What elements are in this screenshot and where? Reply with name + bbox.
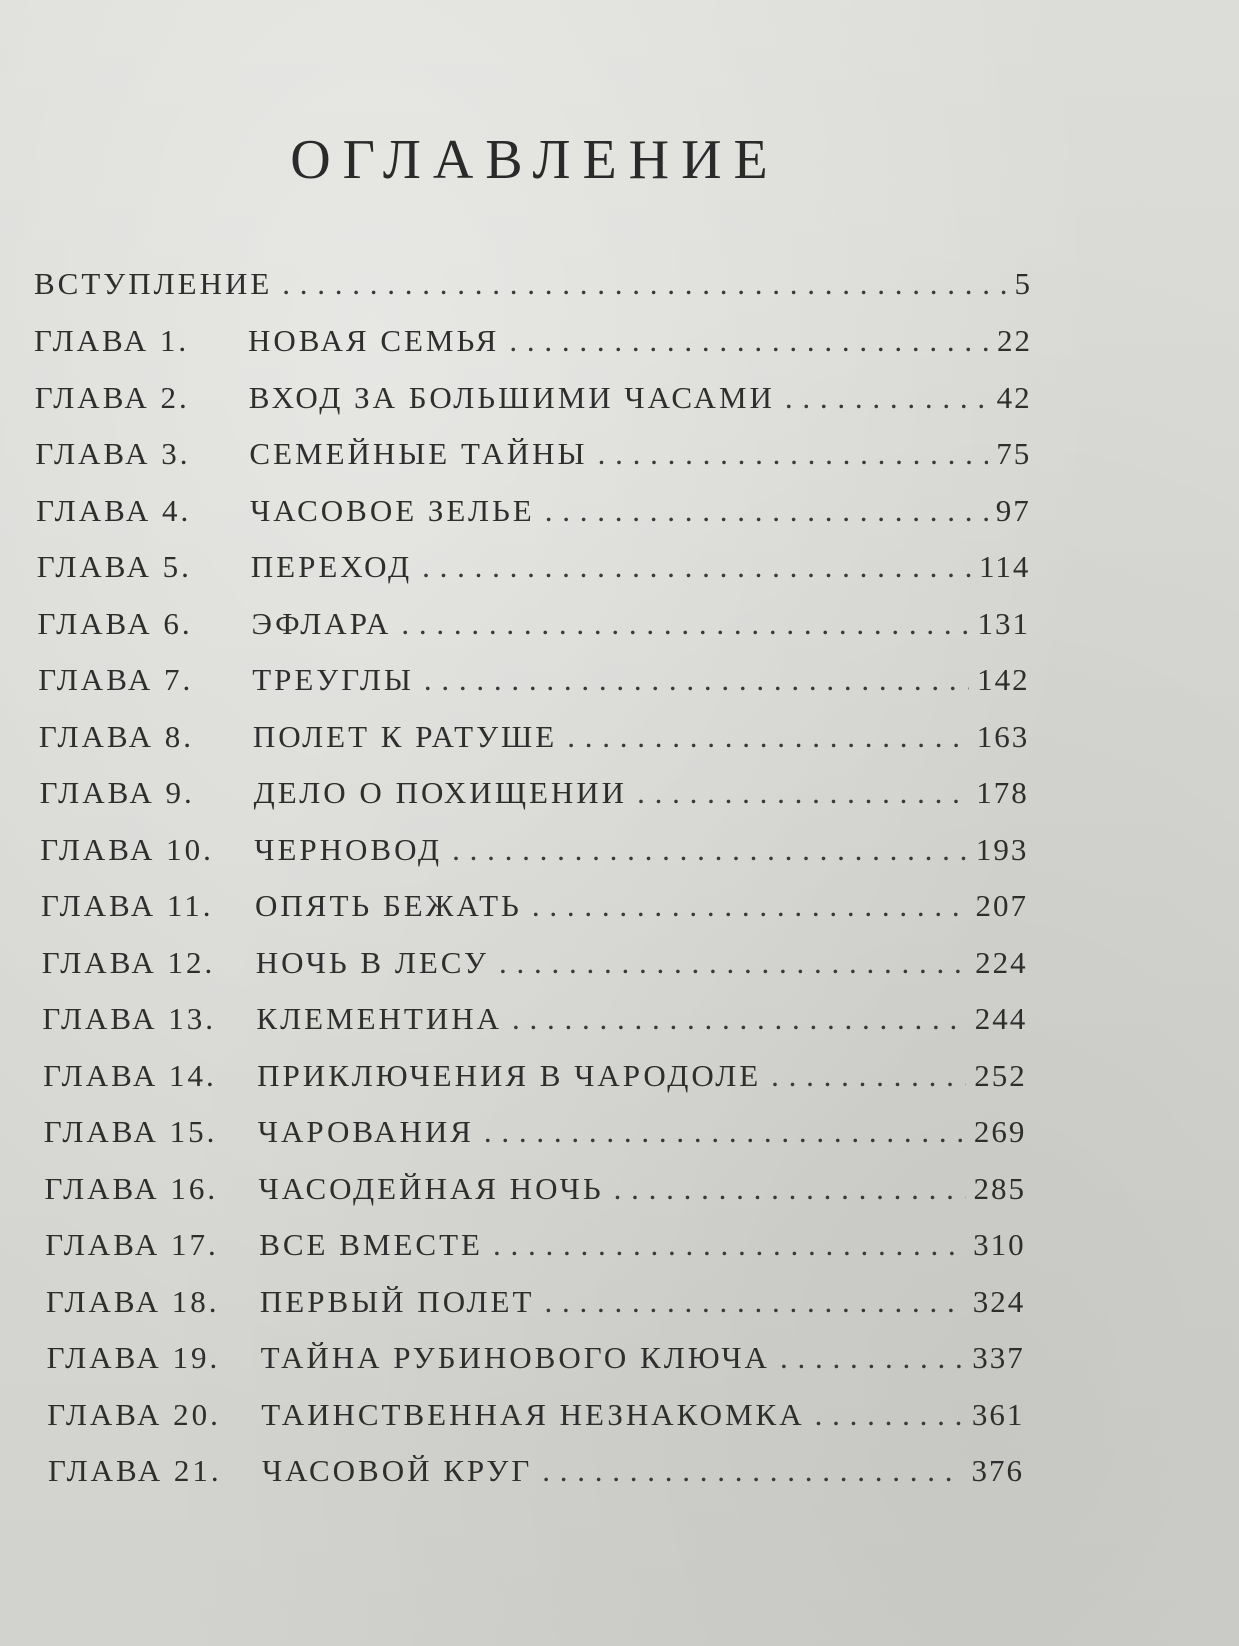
toc-page-number: 252	[974, 1057, 1027, 1093]
toc-leader-dots	[614, 1171, 966, 1207]
toc-chapter-number: ГЛАВА 4.	[36, 492, 192, 528]
toc-page-number: 114	[979, 549, 1031, 584]
toc-chapter-title: ЧАСОДЕЙНАЯ НОЧЬ	[258, 1170, 604, 1206]
toc-chapter-number: ГЛАВА 18.	[45, 1283, 220, 1319]
toc-page-number: 324	[972, 1283, 1026, 1319]
toc-leader-dots	[532, 888, 968, 924]
toc-chapter-row[interactable]	[36, 493, 1031, 529]
toc-chapter-row[interactable]	[47, 1397, 1024, 1433]
toc-chapter-number: ГЛАВА 12.	[41, 944, 216, 980]
toc-leader-dots	[780, 1340, 964, 1376]
toc-leader-dots	[567, 719, 968, 755]
toc-chapter-row[interactable]	[38, 662, 1029, 698]
toc-page-number: 97	[995, 492, 1031, 528]
toc-chapter-row[interactable]	[34, 323, 1032, 359]
toc-page-number: 207	[975, 888, 1028, 923]
toc-chapter-row[interactable]	[42, 945, 1028, 981]
toc-leader-dots	[509, 323, 989, 359]
toc-leader-dots	[401, 606, 969, 642]
toc-leader-dots	[815, 1397, 964, 1433]
toc-chapter-number: ГЛАВА 17.	[45, 1227, 219, 1262]
toc-chapter-title: ДЕЛО О ПОХИЩЕНИИ	[253, 775, 628, 810]
toc-chapter-title: ТАИНСТВЕННАЯ НЕЗНАКОМКА	[261, 1396, 805, 1432]
toc-chapter-number: ГЛАВА 13.	[42, 1001, 217, 1036]
toc-leader-dots	[424, 662, 969, 698]
toc-chapter-title: ВСЕ ВМЕСТЕ	[259, 1227, 483, 1262]
toc-chapter-row[interactable]	[35, 380, 1032, 416]
toc-page-number: 310	[973, 1227, 1026, 1262]
toc-chapter-row[interactable]	[39, 719, 1029, 755]
toc-chapter-number: ГЛАВА 1.	[34, 323, 190, 358]
toc-chapter-number: ГЛАВА 2.	[34, 379, 190, 415]
toc-leader-dots	[282, 266, 1006, 302]
toc-chapter-row[interactable]	[38, 606, 1031, 642]
toc-leader-dots	[422, 549, 971, 585]
toc-leader-dots	[452, 832, 968, 868]
toc-page-number: 42	[996, 379, 1032, 415]
toc-chapter-title: ПОЛЕТ К РАТУШЕ	[252, 718, 558, 754]
toc-chapter-title: ТАЙНА РУБИНОВОГО КЛЮЧА	[260, 1340, 770, 1375]
toc-chapter-row[interactable]	[47, 1340, 1025, 1376]
toc-chapter-title: ВХОД ЗА БОЛЬШИМИ ЧАСАМИ	[248, 379, 775, 415]
toc-page-number: 142	[977, 662, 1030, 697]
toc-chapter-number: ГЛАВА 19.	[46, 1340, 221, 1375]
toc-chapter-row[interactable]	[43, 1058, 1027, 1094]
page-title: ОГЛАВЛЕНИЕ	[290, 129, 780, 191]
toc-chapter-number: ГЛАВА 20.	[47, 1396, 221, 1432]
toc-chapter-number: ГЛАВА 15.	[43, 1114, 218, 1149]
toc-page-number: 244	[974, 1001, 1028, 1036]
toc-leader-dots	[499, 945, 967, 981]
toc-page-number: 337	[972, 1340, 1025, 1375]
toc-chapter-title: НОВАЯ СЕМЬЯ	[248, 323, 500, 358]
toc-chapter-row[interactable]	[35, 436, 1031, 472]
toc-leader-dots	[484, 1114, 966, 1150]
toc-chapter-row[interactable]	[45, 1171, 1027, 1207]
toc-chapter-number: ГЛАВА 21.	[48, 1453, 222, 1488]
toc-page-number: 285	[973, 1170, 1026, 1206]
toc-page-number: 5	[1014, 266, 1032, 301]
toc-leader-dots	[542, 1453, 963, 1489]
toc-chapter-number: ГЛАВА 5.	[36, 549, 192, 584]
toc-leader-dots	[785, 380, 989, 416]
toc-page-number: 224	[975, 944, 1028, 980]
toc-chapter-title: ПРИКЛЮЧЕНИЯ В ЧАРОДОЛЕ	[257, 1057, 762, 1093]
toc-chapter-row[interactable]	[41, 888, 1028, 924]
toc-page-number: 163	[976, 718, 1030, 754]
toc-chapter-number: ГЛАВА 14.	[43, 1057, 217, 1093]
toc-chapter-row[interactable]	[40, 832, 1028, 868]
toc-page-number: 193	[975, 831, 1029, 867]
toc-chapter-title: ЭФЛАРА	[251, 605, 392, 641]
toc-page-number: 75	[996, 436, 1032, 471]
toc-chapter-row[interactable]	[45, 1227, 1025, 1263]
toc-chapter-row[interactable]	[37, 549, 1031, 585]
toc-chapter-title: ЧАСОВОЕ ЗЕЛЬЕ	[250, 492, 535, 528]
toc-chapter-row[interactable]	[40, 775, 1029, 811]
toc-page-number: 376	[971, 1453, 1024, 1488]
toc-page-number: 178	[976, 775, 1029, 810]
toc-chapter-title: НОЧЬ В ЛЕСУ	[255, 944, 489, 980]
toc-chapter-row[interactable]	[48, 1453, 1024, 1489]
toc-leader-dots	[545, 493, 988, 529]
toc-chapter-number: ГЛАВА 3.	[35, 436, 191, 471]
toc-leader-dots	[771, 1058, 966, 1094]
toc-chapter-title: ОПЯТЬ БЕЖАТЬ	[255, 888, 522, 923]
toc-leader-dots	[512, 1001, 967, 1037]
toc-chapter-title: СЕМЕЙНЫЕ ТАЙНЫ	[249, 436, 588, 471]
toc-chapter-number: ГЛАВА 9.	[39, 775, 195, 810]
toc-leader-dots	[544, 1284, 964, 1320]
toc-chapter-title: ПЕРВЫЙ ПОЛЕТ	[259, 1283, 535, 1319]
toc-chapter-title: ЧАСОВОЙ КРУГ	[262, 1453, 533, 1488]
toc-leader-dots	[637, 775, 968, 811]
toc-intro-label: ВСТУПЛЕНИЕ	[34, 266, 273, 301]
toc-chapter-number: ГЛАВА 8.	[38, 718, 195, 754]
toc-intro-row[interactable]	[34, 266, 1032, 302]
toc-chapter-number: ГЛАВА 10.	[40, 831, 214, 867]
toc-page-number: 131	[977, 605, 1030, 641]
toc-chapter-number: ГЛАВА 6.	[37, 605, 193, 641]
toc-chapter-title: КЛЕМЕНТИНА	[256, 1001, 503, 1036]
toc-chapter-number: ГЛАВА 11.	[41, 888, 214, 923]
toc-chapter-title: ТРЕУГЛЫ	[252, 662, 414, 697]
toc-chapter-number: ГЛАВА 7.	[38, 662, 194, 697]
toc-chapter-row[interactable]	[46, 1284, 1025, 1320]
toc-chapter-title: ЧЕРНОВОД	[254, 831, 443, 867]
toc-page-number: 361	[971, 1396, 1025, 1432]
toc-page-number: 269	[973, 1114, 1027, 1149]
toc-chapter-row[interactable]	[42, 1001, 1027, 1037]
toc-chapter-title: ПЕРЕХОД	[250, 549, 413, 584]
toc-leader-dots	[493, 1227, 965, 1263]
toc-chapter-row[interactable]	[44, 1114, 1027, 1150]
toc-leader-dots	[598, 436, 989, 472]
toc-chapter-title: ЧАРОВАНИЯ	[257, 1114, 474, 1149]
toc-page-number: 22	[997, 323, 1032, 358]
toc-chapter-number: ГЛАВА 16.	[44, 1170, 219, 1206]
